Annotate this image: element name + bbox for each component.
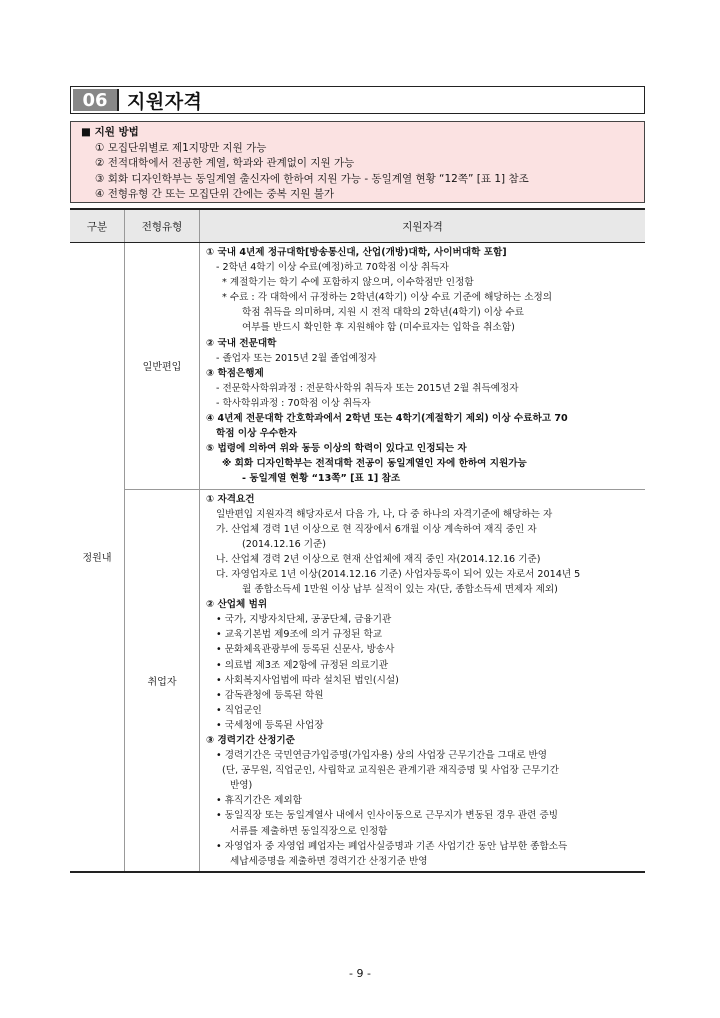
eligibility-line: • 경력기간은 국민연금가입증명(가입자용) 상의 사업장 근무기간을 그대로 반영 (216, 750, 548, 762)
eligibility-line: ③ 경력기간 산정기준 (206, 735, 295, 746)
eligibility-line: • 교육기본법 제9조에 의거 규정된 학교 (216, 629, 383, 641)
eligibility-line: • 국세청에 등록된 사업장 (216, 719, 324, 731)
table-row (70, 489, 645, 872)
method-item: ④ 전형유형 간 또는 모집단위 간에는 중복 지원 불가 (95, 188, 334, 200)
eligibility-line: (2014.12.16 기준) (242, 538, 327, 550)
eligibility-lines (206, 245, 639, 487)
eligibility-line: • 감독관청에 등록된 학원 (216, 689, 324, 701)
table-row (70, 243, 645, 490)
method-item: ③ 회화 디자인학부는 동일계열 출신자에 한하여 지원 가능 - 동일계열 현황 “12쪽” [표 1] 참조 (95, 172, 529, 185)
type-cell: 취업자 (125, 489, 200, 872)
eligibility-line: * 수료 : 각 대학에서 규정하는 2학년(4학기) 이상 수료 기준에 해당하는 소정의 (222, 292, 553, 304)
eligibility-line: 가. 산업체 경력 1년 이상으로 현 직장에서 6개월 이상 계속하여 재직 중인 자 (216, 523, 537, 535)
application-method-box (70, 121, 645, 203)
eligibility-line: - 학사학위과정 : 70학점 이상 취득자 (216, 397, 371, 409)
header-eligibility: 지원자격 (200, 209, 646, 243)
eligibility-line: - 동일계열 현황 “13쪽” [표 1] 참조 (242, 473, 401, 485)
eligibility-line: 다. 자영업자로 1년 이상(2014.12.16 기준) 사업자등록이 되어 있는 자로서 2014년 5 (216, 568, 581, 580)
header-category: 구분 (70, 209, 125, 243)
eligibility-line: ② 국내 전문대학 (206, 337, 277, 349)
eligibility-table (70, 208, 645, 873)
eligibility-line: ② 산업체 범위 (206, 599, 268, 611)
eligibility-line: 학점 이상 우수한자 (216, 428, 297, 440)
method-title: ■ 지원 방법 (81, 126, 139, 138)
page-number: - 9 - (349, 967, 371, 980)
section-header (70, 86, 645, 114)
eligibility-line: • 자영업자 중 자영업 폐업자는 폐업사실증명과 기존 사업기간 동안 납부한 종합소득 (216, 840, 568, 852)
method-item: ② 전적대학에서 전공한 계열, 학과와 관계없이 지원 가능 (95, 157, 355, 169)
type-cell: 일반편입 (125, 243, 200, 490)
eligibility-line: 나. 산업체 경력 2년 이상으로 현재 산업체에 재직 중인 자(2014.12.16 기준) (216, 553, 541, 565)
eligibility-line: ① 국내 4년제 정규대학[방송통신대, 산업(개방)대학, 사이버대학 포함] (206, 247, 507, 258)
eligibility-line: 서류를 제출하면 동일직장으로 인정함 (230, 825, 388, 837)
eligibility-line: - 2학년 4학기 이상 수료(예정)하고 70학점 이상 취득자 (216, 262, 449, 274)
eligibility-line: • 동일직장 또는 동일계열사 내에서 인사이동으로 근무지가 변동된 경우 관련 증빙 (216, 810, 558, 822)
eligibility-line: ③ 학점은행제 (206, 367, 264, 379)
eligibility-line: ① 자격요건 (206, 493, 255, 505)
eligibility-line: ※ 회화 디자인학부는 전적대학 전공이 동일계열인 자에 한하여 지원가능 (222, 458, 527, 470)
eligibility-cell (200, 243, 646, 490)
eligibility-line: 월 종합소득세 1만원 이상 납부 실적이 있는 자(단, 종합소득세 면제자 제외) (242, 584, 558, 596)
eligibility-line: ④ 4년제 전문대학 간호학과에서 2학년 또는 4학기(계절학기 제외) 이상 수료하고 70 (206, 413, 568, 425)
eligibility-line: • 의료법 제3조 제2항에 규정된 의료기관 (216, 659, 389, 671)
category-cell: 정원내 (70, 243, 125, 872)
eligibility-line: • 문화체육관광부에 등록된 신문사, 방송사 (216, 644, 395, 656)
eligibility-line: • 국가, 지방자치단체, 공공단체, 금융기관 (216, 614, 392, 626)
eligibility-line: 세납세증명을 제출하면 경력기간 산정기준 반영 (230, 855, 428, 867)
eligibility-line: 반영) (230, 780, 253, 792)
section-number: 06 (73, 89, 119, 111)
eligibility-line: - 졸업자 또는 2015년 2월 졸업예정자 (216, 352, 377, 364)
table-header-row (70, 209, 645, 243)
eligibility-line: • 사회복지사업법에 따라 설치된 법인(시설) (216, 674, 399, 686)
eligibility-cell (200, 489, 646, 872)
eligibility-line: - 전문학사학위과정 : 전문학사학위 취득자 또는 2015년 2월 취득예정자 (216, 382, 519, 394)
header-type: 전형유형 (125, 209, 200, 243)
section-title: 지원자격 (127, 90, 203, 113)
eligibility-line: ⑤ 법령에 의하여 위와 동등 이상의 학력이 있다고 인정되는 자 (206, 443, 467, 455)
eligibility-line: 일반편입 지원자격 해당자로서 다음 가, 나, 다 중 하나의 자격기준에 해당하는 자 (216, 508, 553, 520)
eligibility-line: • 휴직기간은 제외함 (216, 795, 302, 807)
eligibility-line: (단, 공무원, 직업군인, 사립학교 교직원은 관계기관 재직증명 및 사업장 근무기간 (222, 765, 559, 777)
eligibility-line: • 직업군인 (216, 704, 262, 716)
eligibility-lines (206, 492, 639, 869)
eligibility-line: 여부를 반드시 확인한 후 지원해야 함 (미수료자는 입학을 취소함) (242, 322, 515, 334)
eligibility-line: 학점 취득을 의미하며, 지원 시 전적 대학의 2학년(4학기) 이상 수료 (242, 307, 524, 319)
eligibility-line: * 계절학기는 학기 수에 포함하지 않으며, 이수학점만 인정함 (222, 277, 474, 289)
method-item: ① 모집단위별로 제1지망만 지원 가능 (95, 141, 267, 154)
